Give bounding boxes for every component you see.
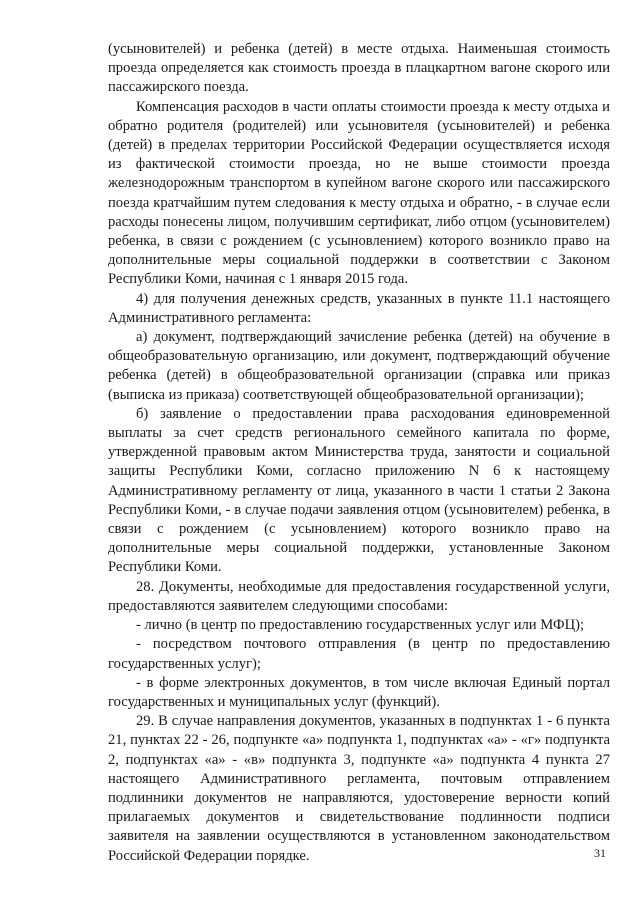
paragraph: - в форме электронных документов, в том числе включая Единый портал государственных и муниципальных услуг (функций).	[108, 674, 610, 710]
paragraph: а) документ, подтверждающий зачисление ребенка (детей) на обучение в общеобразовательную организацию, или документ, подтверждающий обучение ребенка (детей) в общеобразовательной организации (справка или приказ (выписка из приказа) соответствующей общеобразовательной организации);	[108, 329, 610, 403]
page-number: 31	[594, 846, 606, 860]
document-body	[108, 40, 610, 866]
paragraph: 28. Документы, необходимые для предоставления государственной услуги, предоставляются заявителем следующими способами:	[108, 578, 610, 614]
paragraph: - посредством почтового отправления (в центр по предоставлению государственных услуг);	[108, 636, 610, 672]
paragraph: Компенсация расходов в части оплаты стоимости проезда к месту отдыха и обратно родителя (родителей) или усыновителя (усыновителей) и ребенка (детей) в пределах территории Российской Федерации осуществляется исходя из фактической стоимости проезда, но не выше стоимости проезда железнодорожным транспортом в купейном вагоне скорого или пассажирского поезда кратчайшим путем следования к месту отдыха и обратно, - в случае если расходы понесены лицом, получившим сертификат, либо отцом (усыновителем) ребенка, в связи с рождением (с усыновлением) которого возникло право на дополнительные меры социальной поддержки в соответствии с Законом Республики Коми, начиная с 1 января 2015 года.	[108, 98, 610, 288]
paragraph: б) заявление о предоставлении права расходования единовременной выплаты за счет средств регионального семейного капитала по форме, утвержденной правовым актом Министерства труда, занятости и социальной защиты Республики Коми, согласно приложению N 6 к настоящему Административному регламенту от лица, указанного в части 1 статьи 2 Закона Республики Коми, - в случае подачи заявления отцом (усыновителем) ребенка, в связи с рождением (с усыновлением) которого возникло право на дополнительные меры социальной поддержки, установленные Законом Республики Коми.	[108, 405, 610, 576]
paragraph: (усыновителей) и ребенка (детей) в месте отдыха. Наименьшая стоимость проезда определяется как стоимость проезда в плацкартном вагоне скорого или пассажирского поезда.	[108, 41, 610, 96]
paragraph: 4) для получения денежных средств, указанных в пункте 11.1 настоящего Административного регламента:	[108, 290, 610, 326]
paragraph: 29. В случае направления документов, указанных в подпунктах 1 - 6 пункта 21, пунктах 22 - 26, подпункте «а» подпункта 1, подпунктах «а» - «г» подпункта 2, подпунктах «а» - «в» подпункта 3, подпункте «а» подпункта 4 пункта 27 настоящего Административного регламента, почтовым отправлением подлинники документов не направляются, удостоверение верности копий прилагаемых документов и свидетельствование подлинности подписи заявителя на заявлении осуществляются в установленном законодательством Российской Федерации порядке.	[108, 713, 610, 864]
paragraph: - лично (в центр по предоставлению государственных услуг или МФЦ);	[136, 617, 585, 634]
